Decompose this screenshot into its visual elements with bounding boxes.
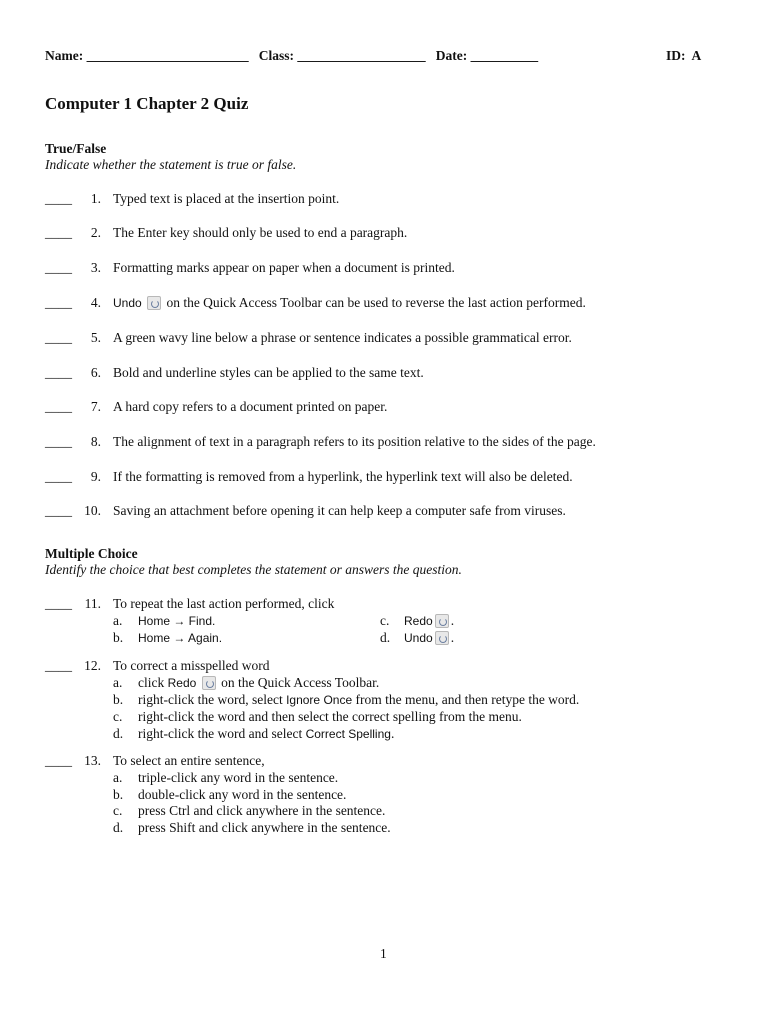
undo-icon <box>435 631 449 645</box>
question-text-rest: on the Quick Access Toolbar can be used to reverse the last action performed. <box>166 295 586 310</box>
question-text: To repeat the last action performed, click <box>113 596 335 611</box>
name-label: Name: <box>45 48 84 63</box>
header-line <box>45 48 538 64</box>
period: . <box>450 630 455 645</box>
question-number: 4. <box>90 295 101 310</box>
answer-blank[interactable]: ____ <box>45 658 72 673</box>
mc-heading: Multiple Choice <box>45 546 138 561</box>
answer-blank[interactable]: ____ <box>45 469 72 484</box>
choice-b: Home → Again. <box>138 631 223 645</box>
choice-letter: a. <box>113 770 123 785</box>
question-number: 1. <box>90 191 101 206</box>
question-text: A hard copy refers to a document printed on paper. <box>113 399 388 414</box>
choice-b: double-click any word in the sentence. <box>138 787 347 802</box>
question-text: Typed text is placed at the insertion point. <box>113 191 340 206</box>
choice-b <box>138 692 579 708</box>
question-number: 7. <box>90 399 101 414</box>
tf-instruction: Indicate whether the statement is true or false. <box>45 157 297 172</box>
undo-label: Undo <box>404 631 433 645</box>
class-blank[interactable]: ___________________ <box>297 48 426 63</box>
undo-icon <box>147 296 161 310</box>
question-text: A green wavy line below a phrase or sentence indicates a possible grammatical error. <box>113 330 572 345</box>
page-number: 1 <box>380 946 387 961</box>
name-blank[interactable]: ________________________ <box>86 48 249 63</box>
choice-letter: d. <box>380 630 391 645</box>
choice-c: press Ctrl and click anywhere in the sentence. <box>138 803 386 818</box>
date-blank[interactable]: __________ <box>470 48 539 63</box>
choice-d <box>404 630 454 646</box>
answer-blank[interactable]: ____ <box>45 399 72 414</box>
question-number: 2. <box>90 225 101 240</box>
choice-letter: c. <box>380 613 390 628</box>
choice-letter: c. <box>113 709 123 724</box>
redo-label: Redo <box>167 676 197 690</box>
question-number: 11. <box>84 596 101 611</box>
choice-letter: b. <box>113 692 124 707</box>
question-number: 3. <box>90 260 101 275</box>
choice-text: from the menu, and then retype the word. <box>355 692 580 707</box>
question-number: 5. <box>90 330 101 345</box>
answer-blank[interactable]: ____ <box>45 225 72 240</box>
choice-a <box>138 675 379 691</box>
answer-blank[interactable]: ____ <box>45 295 72 310</box>
redo-label: Redo <box>404 614 433 628</box>
answer-blank[interactable]: ____ <box>45 434 72 449</box>
choice-letter: a. <box>113 675 123 690</box>
period: . <box>390 726 395 741</box>
page-title: Computer 1 Chapter 2 Quiz <box>45 94 249 113</box>
answer-blank[interactable]: ____ <box>45 753 72 768</box>
choice-letter: b. <box>113 787 124 802</box>
question-number: 9. <box>90 469 101 484</box>
question-number: 8. <box>90 434 101 449</box>
id-field <box>666 48 701 64</box>
choice-text: click <box>138 675 165 690</box>
question-text: Bold and underline styles can be applied to the same text. <box>113 365 424 380</box>
ignore-once-label: Ignore Once <box>286 693 353 707</box>
answer-blank[interactable]: ____ <box>45 191 72 206</box>
id-label: ID: <box>666 48 686 63</box>
question-text: To select an entire sentence, <box>113 753 265 768</box>
tf-heading: True/False <box>45 141 107 156</box>
redo-icon <box>435 614 449 628</box>
question-text: Saving an attachment before opening it can help keep a computer safe from viruses. <box>113 503 566 518</box>
choice-letter: b. <box>113 630 124 645</box>
choice-letter: d. <box>113 726 124 741</box>
id-value: A <box>691 48 702 63</box>
choice-text: on the Quick Access Toolbar. <box>221 675 380 690</box>
question-number: 12. <box>84 658 101 673</box>
date-label: Date: <box>435 48 468 63</box>
choice-d: press Shift and click anywhere in the sentence. <box>138 820 391 835</box>
question-text: The alignment of text in a paragraph refers to its position relative to the sides of the page. <box>113 434 596 449</box>
choice-letter: c. <box>113 803 123 818</box>
choice-text: right-click the word, select <box>138 692 283 707</box>
choice-c <box>404 613 454 629</box>
undo-label: Undo <box>113 296 142 310</box>
class-label: Class: <box>258 48 294 63</box>
answer-blank[interactable]: ____ <box>45 365 72 380</box>
correct-spelling-label: Correct Spelling <box>305 727 391 741</box>
answer-blank[interactable]: ____ <box>45 503 72 518</box>
answer-blank[interactable]: ____ <box>45 330 72 345</box>
question-text: To correct a misspelled word <box>113 658 270 673</box>
question-number: 13. <box>84 753 101 768</box>
choice-a: triple-click any word in the sentence. <box>138 770 339 785</box>
period: . <box>450 613 455 628</box>
question-text <box>113 295 586 311</box>
question-number: 6. <box>90 365 101 380</box>
choice-a: Home → Find. <box>138 614 216 628</box>
answer-blank[interactable]: ____ <box>45 260 72 275</box>
choice-letter: d. <box>113 820 124 835</box>
redo-icon <box>202 676 216 690</box>
answer-blank[interactable]: ____ <box>45 596 72 611</box>
mc-instruction: Identify the choice that best completes the statement or answers the question. <box>45 562 462 577</box>
question-text: Formatting marks appear on paper when a document is printed. <box>113 260 455 275</box>
choice-d <box>138 726 394 742</box>
choice-text: right-click the word and select <box>138 726 303 741</box>
question-text: If the formatting is removed from a hyperlink, the hyperlink text will also be deleted. <box>113 469 573 484</box>
question-number: 10. <box>84 503 101 518</box>
question-text: The Enter key should only be used to end a paragraph. <box>113 225 408 240</box>
choice-letter: a. <box>113 613 123 628</box>
choice-c: right-click the word and then select the correct spelling from the menu. <box>138 709 522 724</box>
